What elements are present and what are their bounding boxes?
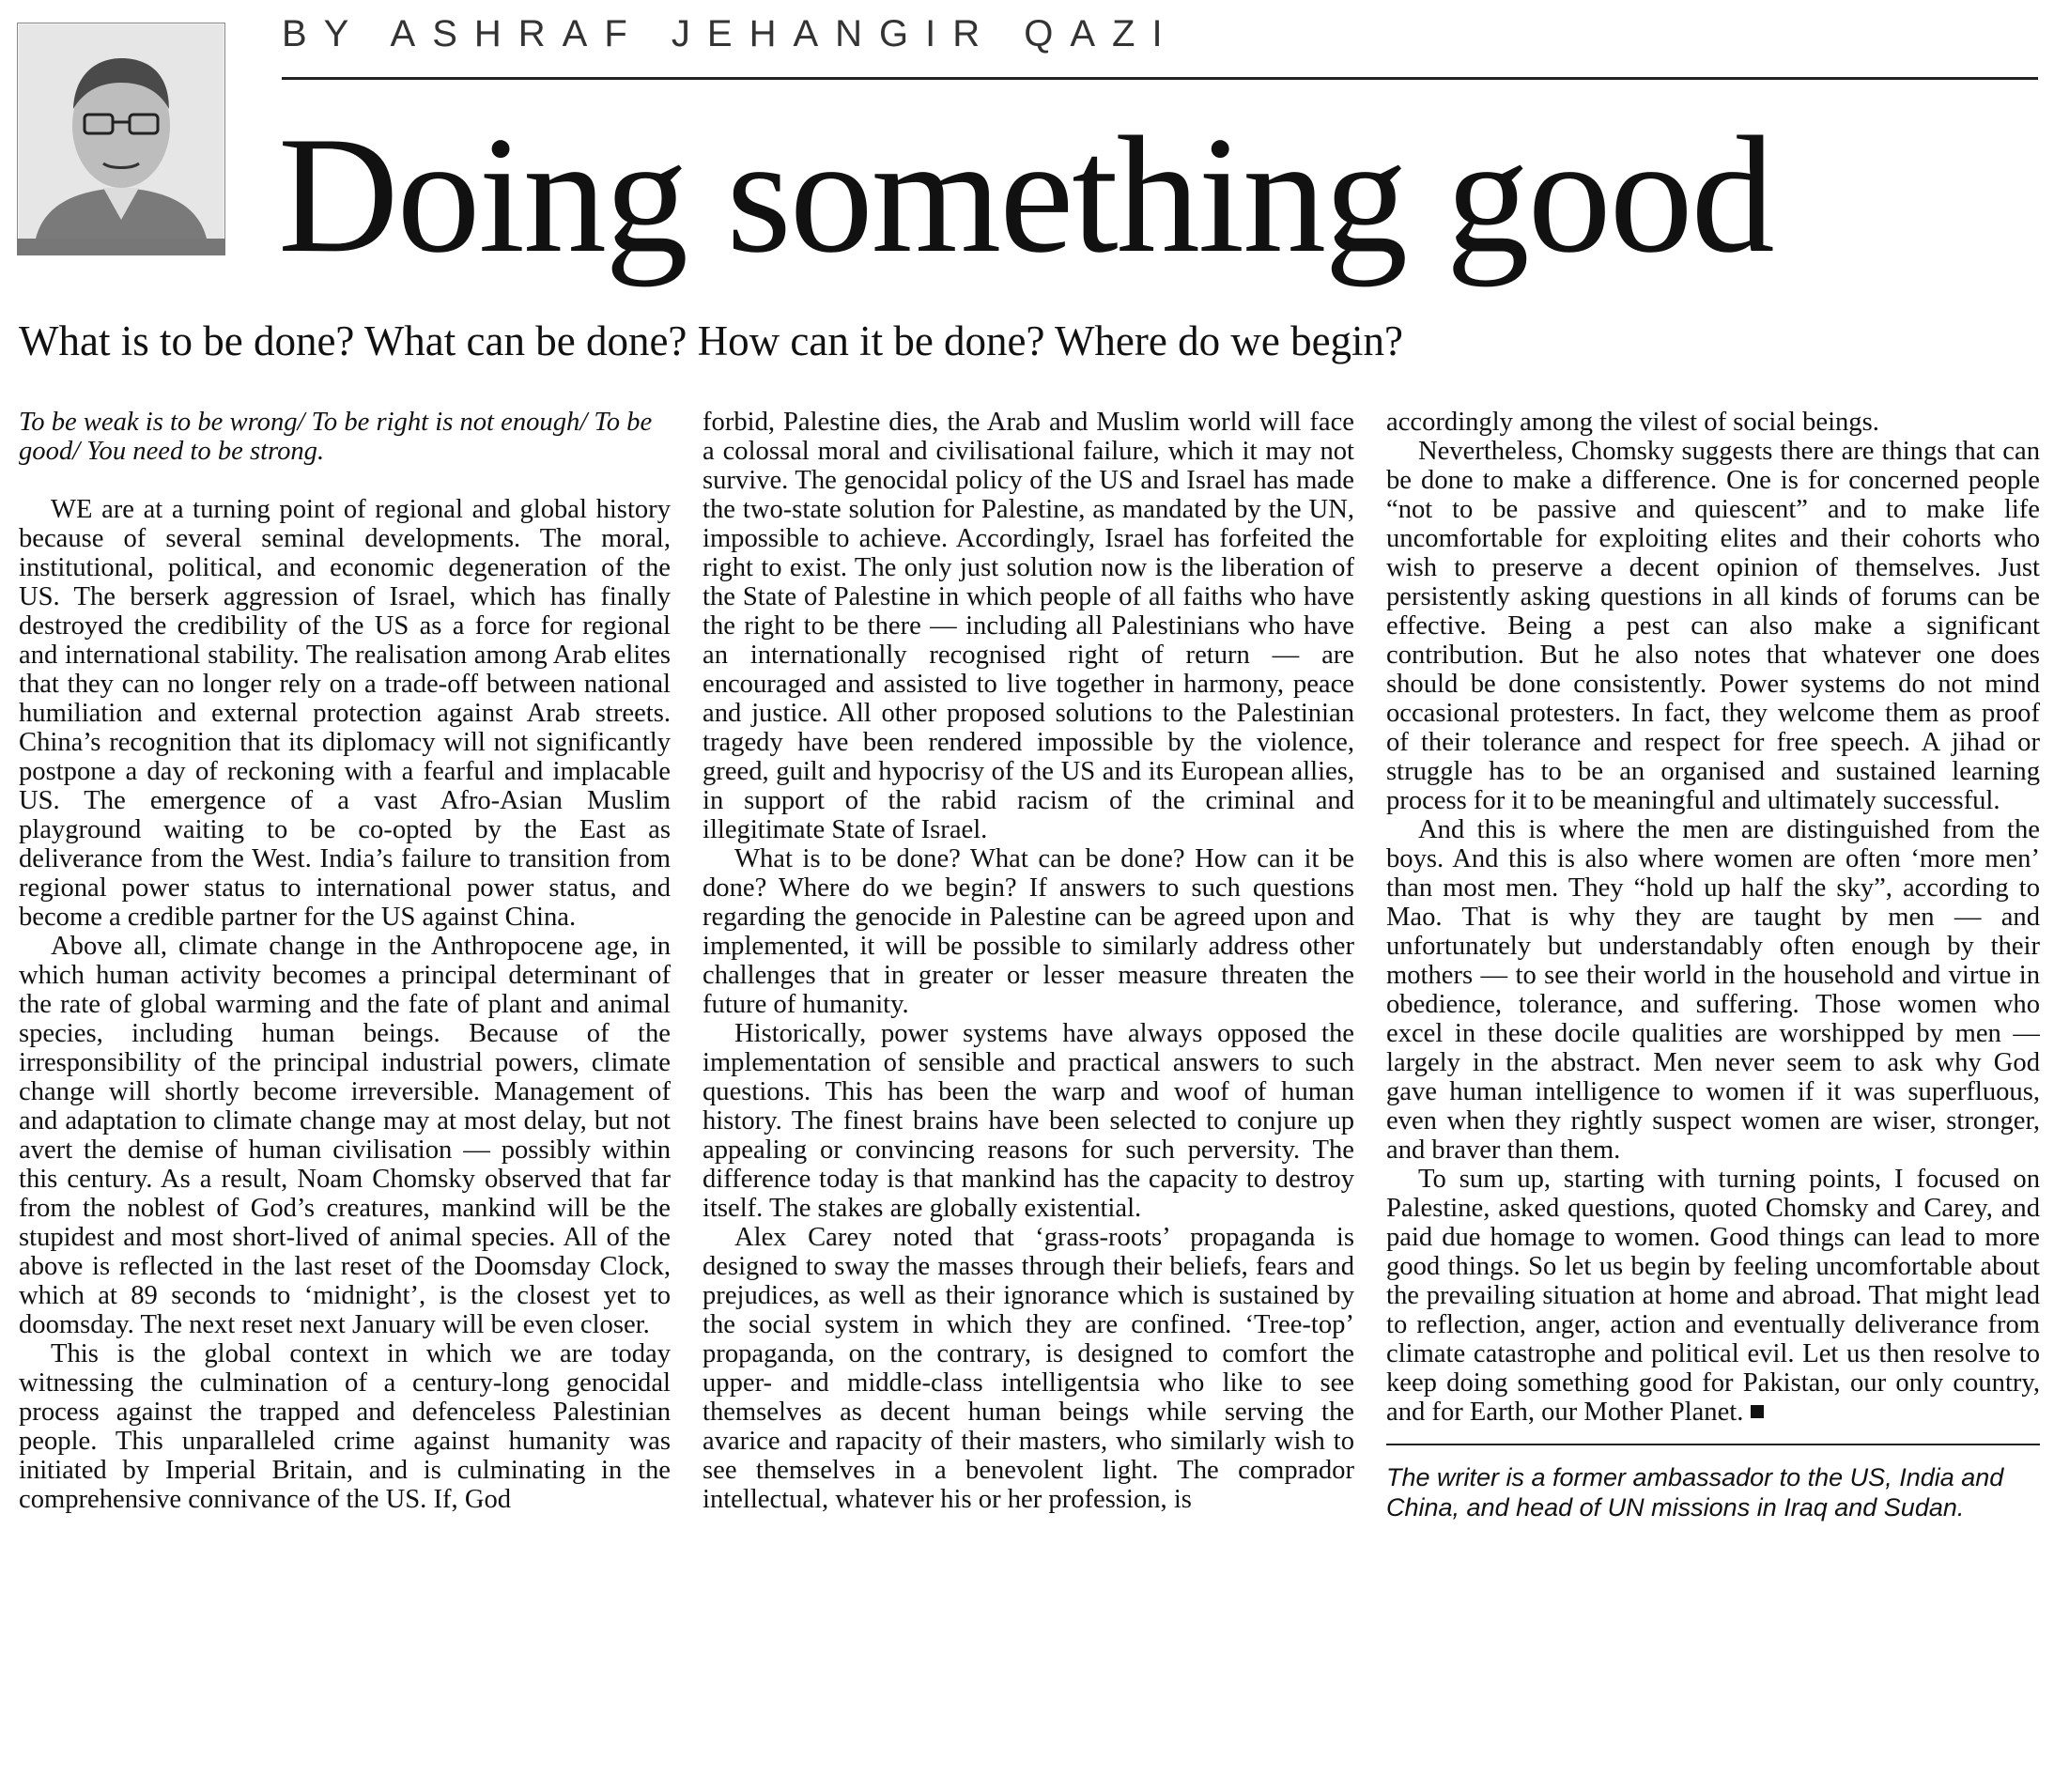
paragraph: What is to be done? What can be done? How can it be done? Where do we begin? If answers to such questions regarding the genocide in Palestine can be agreed upon and implemented, it will be possible to similarly address other challenges that in greater or lesser measure threaten the future of humanity. <box>703 844 1354 1019</box>
final-paragraph <box>1386 1165 2040 1427</box>
byline: BY ASHRAF JEHANGIR QAZI <box>282 13 1180 54</box>
paragraph: Nevertheless, Chomsky suggests there are things that can be done to make a difference. One is for concerned people “not to be passive and quiescent” and to make life uncomfortable for exploiting elites and their cohorts who wish to preserve a decent opinion of themselves. Just persistently asking questions in all kinds of forums can be effective. Being a pest can also make a significant contribution. But he also notes that whatever one does should be done consistently. Power systems do not mind occasional protesters. In fact, they welcome them as proof of their tolerance and respect for free speech. A jihad or struggle has to be an organised and sustained learning process for it to be meaningful and ultimately successful. <box>1386 437 2040 815</box>
bio-rule <box>1386 1444 2040 1445</box>
end-square-icon <box>1751 1405 1764 1418</box>
byline-rule <box>282 77 2038 80</box>
article-column-3 <box>1386 408 2040 1788</box>
paragraph: Alex Carey noted that ‘grass-roots’ propaganda is designed to sway the masses through their beliefs, fears and prejudices, as well as their ignorance which is sustained by the social system in which they are confined. ‘Tree-top’ propaganda, on the contrary, is designed to comfort the upper- and middle-class intelligentsia who like to see themselves as decent human beings while serving the avarice and rapacity of their masters, who similarly wish to see themselves in a benevolent light. The comprador intellectual, whatever his or her profession, is <box>703 1223 1354 1514</box>
standfirst: What is to be done? What can be done? How can it be done? Where do we begin? <box>19 317 1404 364</box>
paragraph: Historically, power systems have always opposed the implementation of sensible and practical answers to such questions. This has been the warp and woof of human history. The finest brains have been selected to conjure up appealing or convincing reasons for such perversity. The difference today is that mankind has the capacity to destroy itself. The stakes are globally existential. <box>703 1019 1354 1223</box>
article-column-1 <box>19 408 671 1788</box>
paragraph: Above all, climate change in the Anthropocene age, in which human activity becomes a principal determinant of the rate of global warming and the fate of plant and animal species, including human beings. Because of the irresponsibility of the principal industrial powers, climate change will shortly become irreversible. Management of and adaptation to climate change may at most delay, but not avert the demise of human civilisation — possibly within this century. As a result, Noam Chomsky observed that far from the noblest of God’s creatures, mankind will be the stupidest and most short-lived of animal species. All of the above is reflected in the last reset of the Doomsday Clock, which at 89 seconds to ‘midnight’, is the closest yet to doomsday. The next reset next January will be even closer. <box>19 932 671 1339</box>
paragraph: This is the global context in which we are today witnessing the culmination of a century-long genocidal process against the trapped and defenceless Palestinian people. This unparalleled crime against humanity was initiated by Imperial Britain, and is culminating in the comprehensive connivance of the US. If, God <box>19 1339 671 1514</box>
author-portrait <box>17 23 225 255</box>
paragraph: And this is where the men are distinguished from the boys. And this is also where women are often ‘more men’ than most men. They “hold up half the sky”, according to Mao. That is why they are taught by men — and unfortunately but understandably often enough by their mothers — to see their world in the household and virtue in obedience, tolerance, and suffering. Those women who excel in these docile qualities are worshipped by men — largely in the abstract. Men never seem to ask why God gave human intelligence to women if it was superfluous, even when they rightly suspect women are wiser, stronger, and braver than them. <box>1386 815 2040 1165</box>
epigraph: To be weak is to be wrong/ To be right is not enough/ To be good/ You need to be strong. <box>19 408 653 466</box>
headline: Doing something good <box>278 101 1773 287</box>
final-paragraph-text: To sum up, starting with turning points, I focused on Palestine, asked questions, quoted Chomsky and Carey, and paid due homage to women. Good things can lead to more good things. So let us begin by feeling uncomfortable about the prevailing situation at home and abroad. That might lead to reflection, anger, action and eventually deliverance from climate catastrophe and political evil. Let us then resolve to keep doing something good for Pakistan, our only country, and for Earth, our Mother Planet. <box>1386 1165 2040 1427</box>
article-column-2 <box>703 408 1354 1788</box>
paragraph: forbid, Palestine dies, the Arab and Muslim world will face a colossal moral and civilisational failure, which it may not survive. The genocidal policy of the US and Israel has made the two-state solution for Palestine, as mandated by the UN, impossible to achieve. Accordingly, Israel has forfeited the right to exist. The only just solution now is the liberation of the State of Palestine in which people of all faiths who have the right to be there — including all Palestinians who have an internationally recognised right of return — are encouraged and assisted to live together in harmony, peace and justice. All other proposed solutions to the Palestinian tragedy have been rendered impossible by the violence, greed, guilt and hypocrisy of the US and its European allies, in support of the rabid racism of the criminal and illegitimate State of Israel. <box>703 408 1354 844</box>
paragraph: WE are at a turning point of regional and global history because of several seminal developments. The moral, institutional, political, and economic degeneration of the US. The berserk aggression of Israel, which has finally destroyed the credibility of the US as a force for regional and international stability. The realisation among Arab elites that they can no longer rely on a trade-off between national humiliation and external protection against Arab streets. China’s recognition that its diplomacy will not significantly postpone a day of reckoning with a fearful and implacable US. The emergence of a vast Afro-Asian Muslim playground waiting to be co-opted by the East as deliverance from the West. India’s failure to transition from regional power status to international power status, and become a credible partner for the US against China. <box>19 495 671 932</box>
author-bio: The writer is a former ambassador to the US, India and China, and head of UN missions in Iraq and Sudan. <box>1386 1463 2004 1522</box>
paragraph: accordingly among the vilest of social beings. <box>1386 408 1879 437</box>
